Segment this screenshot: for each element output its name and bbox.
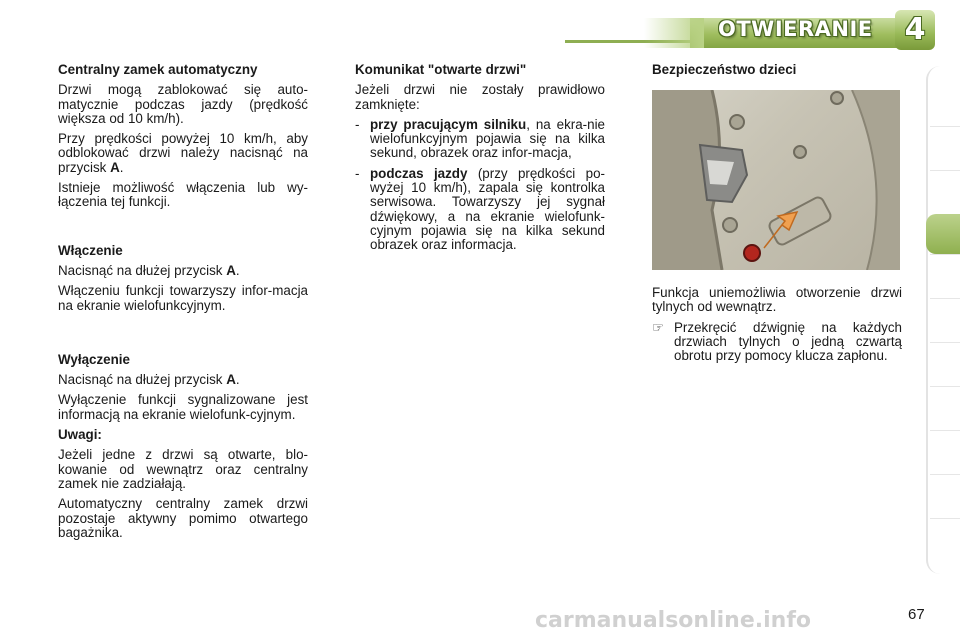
text-run: .	[235, 372, 240, 388]
list-item-bold: podczas jazdy	[370, 165, 468, 181]
text-run: .	[235, 262, 240, 278]
dash-marker: -	[355, 116, 360, 132]
list-item-bold: przy pracującym silniku	[370, 116, 527, 132]
chapter-tabs	[926, 66, 960, 574]
left-column	[58, 63, 308, 546]
right-column-text	[652, 286, 902, 369]
section-heading-child-safety: Bezpieczeństwo dzieci	[652, 62, 797, 77]
dash-marker: -	[355, 165, 360, 181]
tab-divider	[930, 430, 960, 431]
list-item	[355, 167, 605, 253]
section-heading-disable: Wyłączenie	[58, 351, 130, 367]
active-chapter-tab[interactable]	[926, 214, 960, 254]
page-title: OTWIERANIE	[718, 17, 873, 41]
paragraph: Automatyczny centralny zamek drzwi pozostaje aktywny pomimo otwartego bagażnika.	[58, 496, 308, 540]
watermark: carmanualsonline.info	[535, 608, 811, 633]
paragraph: Jeżeli drzwi nie zostały prawidłowo zamknięte:	[355, 82, 605, 112]
list-item-text: (przy prędkości po-wyżej 10 km/h), zapala się kontrolka serwisowa. Towarzyszy jej sygnał dźwiękowy, a na ekranie wielofunk-cyjnym pojawia się na kilka sekund obrazek oraz informacja.	[370, 165, 605, 253]
chapter-number-badge: 4	[895, 10, 935, 50]
list-item	[355, 118, 605, 161]
paragraph: Jeżeli jedne z drzwi są otwarte, blo-kowanie od wewnątrz oraz centralny zamek nie zadziałają.	[58, 447, 308, 491]
paragraph	[58, 264, 308, 278]
right-column	[652, 63, 902, 83]
paragraph: Włączeniu funkcji towarzyszy infor-macja na ekranie wielofunkcyjnym.	[58, 283, 308, 313]
page-number: 67	[908, 606, 925, 623]
paragraph: Funkcja uniemożliwia otworzenie drzwi tylnych od wewnątrz.	[652, 285, 902, 315]
middle-column	[355, 63, 605, 259]
door-edge-illustration	[652, 90, 900, 270]
paragraph: Istnieje możliwość włączenia lub wy-łączenia tej funkcji.	[58, 180, 308, 210]
paragraph	[58, 373, 308, 387]
button-key-label: A	[226, 262, 236, 278]
tab-divider	[930, 170, 960, 171]
tab-divider	[930, 254, 960, 255]
list-item-text: , na ekra-nie wielofunkcyjnym pojawia się na kilka sekund, obrazek oraz infor-macja,	[370, 116, 606, 161]
section-heading-enable: Włączenie	[58, 242, 123, 258]
tab-divider	[930, 298, 960, 299]
text-run: .	[119, 159, 124, 175]
text-run: Przy prędkości powyżej 10 km/h, aby odblokować drzwi należy nacisnąć na przycisk	[58, 131, 308, 175]
paragraph: Wyłączenie funkcji sygnalizowane jest informacją na ekranie wielofunk-cyjnym.	[58, 392, 308, 422]
tab-divider	[930, 386, 960, 387]
tab-divider	[930, 474, 960, 475]
list-item	[652, 321, 902, 364]
child-lock-photo	[652, 90, 900, 270]
tab-divider	[930, 518, 960, 519]
section-heading-door-open-message: Komunikat "otwarte drzwi"	[355, 62, 527, 77]
section-heading-notes: Uwagi:	[58, 427, 102, 443]
paragraph: Drzwi mogą zablokować się auto-matycznie podczas jazdy (prędkość większa od 10 km/h).	[58, 82, 308, 126]
text-run: Nacisnąć na dłużej przycisk	[58, 372, 227, 388]
tab-divider	[930, 342, 960, 343]
button-key-label: A	[110, 159, 120, 175]
list-item-text: Przekręcić dźwignię na każdych drzwiach tylnych o jedną czwartą obrotu przy pomocy klucza zapłonu.	[674, 319, 902, 364]
text-run: Nacisnąć na dłużej przycisk	[58, 262, 227, 278]
paragraph	[58, 132, 308, 175]
button-key-label: A	[226, 372, 236, 388]
pointing-hand-icon: ☞	[652, 319, 665, 335]
tab-divider	[930, 126, 960, 127]
section-heading-central-lock: Centralny zamek automatyczny	[58, 62, 258, 77]
